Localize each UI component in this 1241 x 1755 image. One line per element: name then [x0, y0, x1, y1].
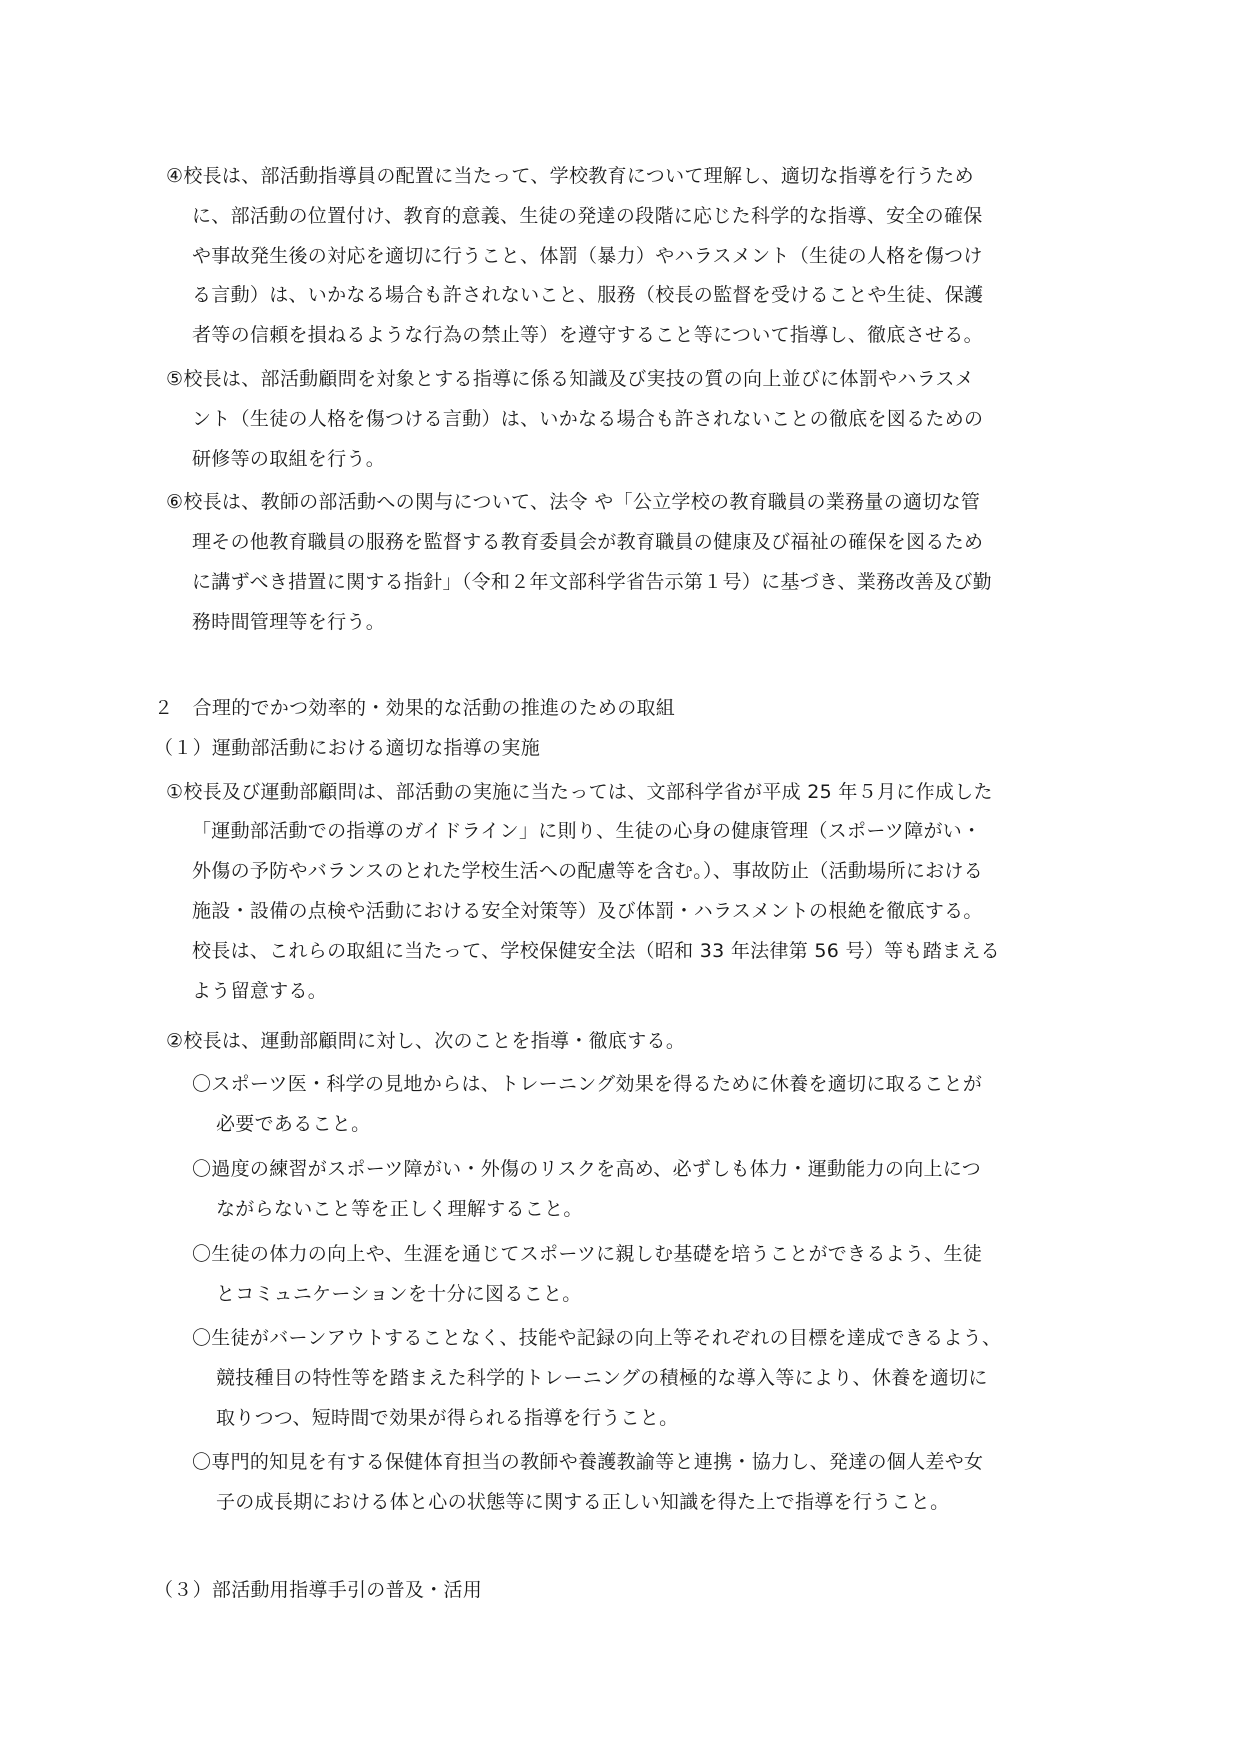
item-4-line-4: る言動）は、いかなる場合も許されないこと、服務（校長の監督を受けることや生徒、保護	[192, 284, 984, 306]
section-2-title: ２ 合理的でかつ効率的・効果的な活動の推進のための取組	[154, 697, 676, 719]
bullet-5-line-2: 子の成長期における体と心の状態等に関する正しい知識を得た上で指導を行うこと。	[216, 1491, 950, 1513]
bullet-2-line-2: ながらないこと等を正しく理解すること。	[216, 1198, 583, 1220]
item-6-line-1: ⑥校長は、教師の部活動への関与について、法令 や「公立学校の教育職員の業務量の適切な管	[166, 491, 981, 513]
bullet-1-line-2: 必要であること。	[216, 1113, 371, 1135]
item-6-line-4: 務時間管理等を行う。	[192, 611, 386, 633]
bullet-3-line-2: とコミュニケーションを十分に図ること。	[216, 1283, 582, 1305]
subsection-1-title: （１）運動部活動における適切な指導の実施	[154, 737, 541, 759]
subsection-1-item-2: ②校長は、運動部顧問に対し、次のことを指導・徹底する。	[166, 1030, 686, 1052]
sub1-item-1-line-1: ①校長及び運動部顧問は、部活動の実施に当たっては、文部科学省が平成 25 年５月に作成した	[166, 781, 993, 803]
item-5-line-3: 研修等の取組を行う。	[192, 448, 386, 470]
bullet-4-line-2: 競技種目の特性等を踏まえた科学的トレーニングの積極的な導入等により、休養を適切に	[216, 1367, 988, 1389]
item-4-line-1: ④校長は、部活動指導員の配置に当たって、学校教育について理解し、適切な指導を行うため	[166, 165, 974, 187]
item-6-line-3: に講ずべき措置に関する指針」（令和２年文部科学省告示第１号）に基づき、業務改善及び勤	[192, 571, 992, 593]
bullet-4-line-1: 〇生徒がバーンアウトすることなく、技能や記録の向上等それぞれの目標を達成できるよう、	[192, 1327, 1002, 1349]
bullet-3-line-1: 〇生徒の体力の向上や、生涯を通じてスポーツに親しむ基礎を培うことができるよう、生徒	[192, 1243, 983, 1265]
sub1-item-1-line-2: 「運動部活動での指導のガイドライン」に則り、生徒の心身の健康管理（スポーツ障がい・	[192, 820, 982, 842]
bullet-5-line-1: 〇専門的知見を有する保健体育担当の教師や養護教諭等と連携・協力し、発達の個人差や女	[192, 1451, 984, 1473]
item-4-line-5: 者等の信頼を損ねるような行為の禁止等）を遵守すること等について指導し、徹底させる。	[192, 324, 983, 346]
bullet-1-line-1: 〇スポーツ医・科学の見地からは、トレーニング効果を得るために休養を適切に取ることが	[192, 1073, 983, 1095]
subsection-3-title: （３）部活動用指導手引の普及・活用	[154, 1579, 483, 1601]
item-6-line-2: 理その他教育職員の服務を監督する教育委員会が教育職員の健康及び福祉の確保を図るため	[192, 531, 984, 553]
item-4-line-3: や事故発生後の対応を適切に行うこと、体罰（暴力）やハラスメント（生徒の人格を傷つけ	[192, 245, 983, 267]
sub1-item-1-line-3: 外傷の予防やバランスのとれた学校生活への配慮等を含む。）、事故防止（活動場所における	[192, 860, 984, 882]
sub1-item-1-line-6: よう留意する。	[192, 980, 328, 1002]
item-4-line-2: に、部活動の位置付け、教育的意義、生徒の発達の段階に応じた科学的な指導、安全の確保	[192, 205, 983, 227]
bullet-4-line-3: 取りつつ、短時間で効果が得られる指導を行うこと。	[216, 1407, 679, 1429]
item-5-line-2: ント（生徒の人格を傷つける言動）は、いかなる場合も許されないことの徹底を図るための	[192, 408, 984, 430]
bullet-2-line-1: 〇過度の練習がスポーツ障がい・外傷のリスクを高め、必ずしも体力・運動能力の向上につ	[192, 1158, 982, 1180]
item-5-line-1: ⑤校長は、部活動顧問を対象とする指導に係る知識及び実技の質の向上並びに体罰やハラスメ	[166, 368, 975, 390]
sub1-item-1-line-4: 施設・設備の点検や活動における安全対策等）及び体罰・ハラスメントの根絶を徹底する。	[192, 900, 983, 922]
sub1-item-1-line-5: 校長は、これらの取組に当たって、学校保健安全法（昭和 33 年法律第 56 号）等も踏まえる	[192, 940, 1000, 962]
